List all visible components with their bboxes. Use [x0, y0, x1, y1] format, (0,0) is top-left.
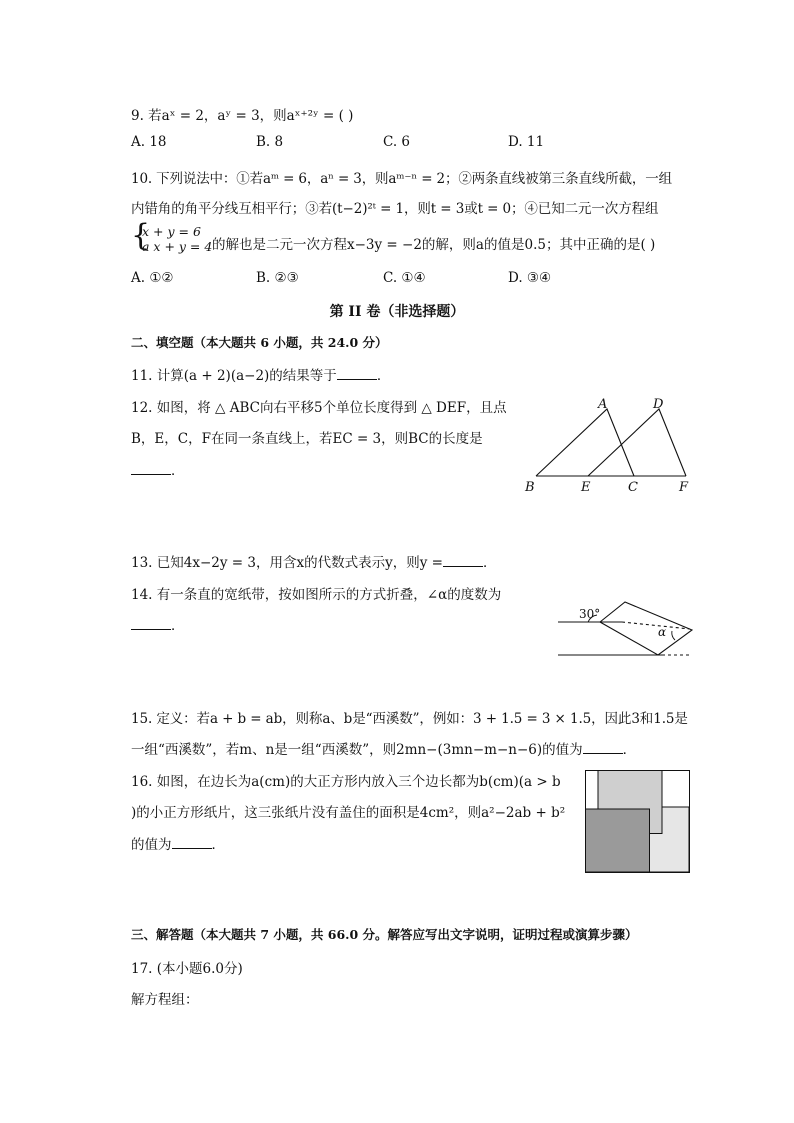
- label-e: E: [581, 480, 591, 495]
- angle-30-label: 30°: [579, 607, 601, 621]
- label-b: B: [525, 480, 535, 495]
- q16-answer-blank: [172, 836, 212, 849]
- q14-line2: [131, 614, 185, 634]
- q16-line3: [131, 833, 225, 853]
- q10-line3: 的解也是二元一次方程x−3y = −2的解，则a的值是0.5；其中正确的是( ): [212, 237, 656, 253]
- section2-heading: 二、填空题（本大题共 6 小题，共 24.0 分）: [131, 335, 388, 350]
- q10-option-d: D. ③④: [508, 270, 552, 286]
- label-d: D: [653, 397, 664, 412]
- q16-end: ．: [211, 837, 225, 853]
- triangle-abc: [536, 409, 634, 476]
- q15-end: ．: [622, 742, 637, 758]
- q12-triangles-figure: [520, 393, 700, 495]
- q11-text: 11. 计算(a + 2)(a−2)的结果等于: [131, 368, 337, 384]
- angle-alpha-arc: [672, 631, 675, 640]
- small-square-dark: [586, 809, 650, 872]
- q13: [131, 551, 496, 571]
- q9-option-a: A. 18: [131, 134, 167, 150]
- q14-folded-strip-figure: [550, 600, 695, 662]
- q16-text: 的值为: [131, 837, 172, 853]
- section3-heading: 三、解答题（本大题共 7 小题，共 66.0 分。解答应写出文字说明，证明过程或演算步骤）: [131, 927, 638, 942]
- q12-line3: [131, 459, 185, 479]
- q14-end: ．: [171, 618, 185, 634]
- brace-icon: {: [131, 218, 151, 253]
- q13-answer-blank: [443, 554, 483, 567]
- q9-option-c: C. 6: [383, 134, 411, 150]
- part2-title: 第 II 卷（非选择题）: [329, 304, 465, 320]
- label-a: A: [598, 397, 608, 412]
- q10-line1: 10. 下列说法中：①若aᵐ = 6，aⁿ = 3，则aᵐ⁻ⁿ = 2；②两条直线被第三条直线所截，一组: [131, 171, 672, 187]
- q17-line1: 17. (本小题6.0分): [131, 961, 243, 977]
- q14-line1: 14. 有一条直的宽纸带，按如图所示的方式折叠，∠α的度数为: [131, 587, 502, 603]
- angle-alpha-label: α: [658, 625, 667, 639]
- q9-option-b: B. 8: [256, 134, 284, 150]
- folded-flap: [600, 602, 692, 655]
- label-c: C: [628, 480, 638, 495]
- q16-line1: 16. 如图，在边长为a(cm)的大正方形内放入三个边长都为b(cm)(a > b: [131, 774, 561, 790]
- q13-end: ．: [482, 555, 497, 571]
- q10-option-b: B. ②③: [256, 270, 299, 286]
- q10-system-top: x + y = 6: [142, 224, 201, 239]
- q15-answer-blank: [583, 741, 623, 754]
- q12-end: ．: [171, 463, 185, 479]
- q17-line2: 解方程组：: [131, 992, 199, 1008]
- q14-answer-blank: [131, 617, 171, 630]
- q11-end: ．: [376, 368, 391, 384]
- q9-option-d: D. 11: [508, 134, 545, 150]
- q11-answer-blank: [337, 367, 377, 380]
- q10-system-bottom: a x + y = 4: [142, 239, 213, 254]
- q12-line2: B，E，C，F在同一条直线上，若EC = 3，则BC的长度是: [131, 431, 483, 447]
- triangle-def: [588, 409, 686, 476]
- q10-line2: 内错角的角平分线互相平行；③若(t−2)²ᵗ = 1，则t = 3或t = 0；④已知二元一次方程组: [131, 201, 659, 217]
- q15-line1: 15. 定义：若a + b = ab，则称a、b是“西溪数”，例如：3 + 1.5 = 3 × 1.5，因此3和1.5是: [131, 711, 688, 727]
- q15-text: 一组“西溪数”，若m、n是一组“西溪数”，则2mn−(3mn−m−n−6)的值为: [131, 742, 583, 758]
- q16-line2: )的小正方形纸片，这三张纸片没有盖住的面积是4cm²，则a²−2ab + b²: [131, 805, 566, 821]
- q12-answer-blank: [131, 462, 171, 475]
- q10-option-c: C. ①④: [383, 270, 426, 286]
- q15-line2: [131, 738, 636, 758]
- label-f: F: [679, 480, 689, 495]
- q9-stem: 9. 若aˣ = 2，aʸ = 3，则aˣ⁺²ʸ = ( ): [131, 108, 354, 124]
- q16-squares-figure: [585, 770, 691, 874]
- q10-option-a: A. ①②: [131, 270, 174, 286]
- q12-line1: 12. 如图，将 △ ABC向右平移5个单位长度得到 △ DEF，且点: [131, 400, 507, 416]
- q13-text: 13. 已知4x−2y = 3，用含x的代数式表示y，则y =: [131, 555, 443, 571]
- q11: [131, 364, 390, 384]
- fold-dashed-line: [622, 622, 690, 629]
